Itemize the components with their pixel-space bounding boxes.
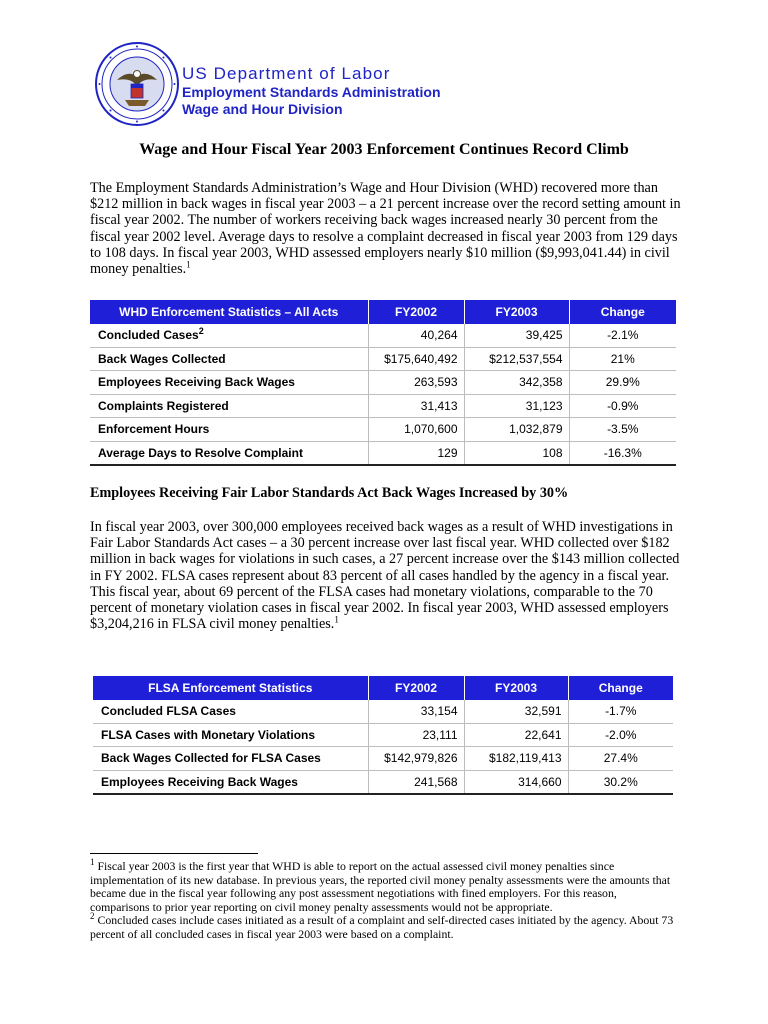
row-label [90, 371, 368, 395]
fy2002-value-text: $142,979,826 [384, 751, 458, 766]
letterhead [95, 42, 695, 132]
fy2003-value-text: 108 [542, 445, 563, 460]
fy2003-value [464, 747, 568, 771]
fy2002-value-text: 263,593 [414, 375, 458, 390]
column-header: Change [569, 300, 676, 324]
flsa-text: In fiscal year 2003, over 300,000 employees received back wages as a result of WHD investigations in Fair Labor Standards Act cases – a 30 percent increase over last fiscal year. WHD collected over $182 million in back wages for violations in such cases, a 27 percent increase over the $143 million collected in FY 2002. FLSA cases represent about 83 percent of all cases handled by the agency in a fiscal year. This fiscal year, about 69 percent of the FLSA cases had monetary violations, comparable to the 70 percent of monetary violation cases in fiscal year 2002. In fiscal year 2003, WHD assessed employers $3,204,216 in FLSA civil money penalties. [90, 519, 680, 633]
fy2002-value-text: 241,568 [414, 774, 458, 789]
fy2003-value [464, 770, 568, 794]
fy2002-value [368, 441, 464, 465]
fy2003-value-text: 39,425 [525, 328, 563, 343]
column-header: FY2002 [368, 300, 464, 324]
row-label-text: Back Wages Collected for FLSA Cases [101, 751, 321, 766]
row-label [93, 700, 368, 723]
intro-text: The Employment Standards Administration’s Wage and Hour Division (WHD) recovered more than $212 million in back wages in fiscal year 2003 – a 21 percent increase over the record setting amount in fiscal year 2002. The number of workers receiving back wages increased nearly 30 percent from the fiscal year 2002 level. Average days to resolve a complaint decreased in fiscal year 2003 from 129 days to 108 days. In fiscal year 2003, WHD assessed employers nearly $10 million ($9,993,041.44) in civil money penalties. [90, 180, 681, 278]
row-label-text: Employees Receiving Back Wages [101, 774, 298, 789]
row-label [90, 347, 368, 371]
footnotes [90, 857, 678, 942]
table-row [90, 394, 676, 418]
row-label-text: Employees Receiving Back Wages [98, 375, 295, 390]
change-value-text: -2.0% [605, 727, 637, 742]
fy2002-value [368, 747, 464, 771]
row-label [90, 324, 368, 347]
fy2002-value-text: $175,640,492 [384, 351, 458, 366]
fy2003-value [464, 418, 569, 442]
table-row [93, 723, 673, 747]
column-header: FLSA Enforcement Statistics [93, 676, 368, 700]
footnote-mark: 2 [90, 911, 95, 922]
footnote-text: Concluded cases include cases initiated as a result of a complaint and self-directed cases initiated by the agency. About 73 percent of all concluded cases in fiscal year 2003 were based on a complaint. [90, 913, 674, 941]
fy2003-value-text: 31,123 [525, 398, 563, 413]
table-row [90, 441, 676, 465]
fy2002-value [368, 418, 464, 442]
row-label-text: Average Days to Resolve Complaint [98, 445, 303, 460]
fy2002-value-text: 40,264 [420, 328, 458, 343]
fy2002-value [368, 770, 464, 794]
row-label [93, 723, 368, 747]
flsa-stats-table [93, 676, 673, 795]
footnote-ref[interactable]: 1 [334, 614, 339, 625]
change-value [568, 747, 673, 771]
change-value-text: 27.4% [603, 751, 638, 766]
section-heading: Employees Receiving Fair Labor Standards Act Back Wages Increased by 30% [90, 485, 569, 501]
change-value-text: -16.3% [603, 445, 642, 460]
row-label-text: Concluded Cases [98, 328, 199, 343]
row-label-text: FLSA Cases with Monetary Violations [101, 727, 316, 742]
row-label-text: Enforcement Hours [98, 422, 210, 437]
page-title: Wage and Hour Fiscal Year 2003 Enforcement Continues Record Climb [139, 141, 629, 158]
change-value [569, 324, 676, 347]
department-seal-icon [95, 42, 179, 126]
fy2003-value-text: $212,537,554 [489, 351, 563, 366]
fy2003-value [464, 700, 568, 723]
change-value [569, 418, 676, 442]
table-row [90, 347, 676, 371]
fy2002-value-text: 129 [437, 445, 458, 460]
footnote-2 [90, 911, 678, 941]
intro-paragraph [90, 180, 682, 277]
change-value-text: 29.9% [605, 375, 640, 390]
fy2002-value [368, 394, 464, 418]
footnote-1 [90, 857, 678, 914]
table-row [93, 747, 673, 771]
fy2003-value-text: $182,119,413 [488, 751, 562, 766]
footnote-divider [90, 853, 258, 854]
column-header: Change [568, 676, 673, 700]
change-value [569, 394, 676, 418]
footnote-ref[interactable]: 2 [198, 326, 204, 337]
row-label [90, 418, 368, 442]
fy2003-value [464, 347, 569, 371]
row-label [90, 394, 368, 418]
fy2003-value-text: 314,660 [518, 774, 562, 789]
flsa-paragraph [90, 519, 682, 632]
row-label [93, 770, 368, 794]
fy2003-value [464, 723, 568, 747]
table-row [90, 324, 676, 347]
change-value-text: -0.9% [607, 398, 639, 413]
fy2002-value [368, 371, 464, 395]
column-header: FY2003 [464, 676, 568, 700]
column-header: FY2002 [368, 676, 464, 700]
whd-stats-table [90, 300, 676, 466]
row-label-text: Complaints Registered [98, 398, 229, 413]
row-label-text: Back Wages Collected [98, 351, 226, 366]
change-value [568, 700, 673, 723]
row-label [93, 747, 368, 771]
footnote-mark: 1 [90, 857, 95, 868]
fy2002-value-text: 23,111 [422, 727, 458, 742]
fy2002-value-text: 31,413 [420, 398, 458, 413]
fy2003-value [464, 441, 569, 465]
column-header: FY2003 [464, 300, 569, 324]
table-row [93, 700, 673, 723]
row-label-text: Concluded FLSA Cases [101, 704, 236, 719]
table-header-row [93, 676, 673, 700]
table-row [90, 371, 676, 395]
change-value [569, 371, 676, 395]
change-value [569, 347, 676, 371]
change-value-text: -2.1% [607, 328, 639, 343]
table-header-row [90, 300, 676, 324]
fy2002-value-text: 33,154 [420, 704, 458, 719]
change-value-text: 21% [610, 351, 635, 366]
fy2003-value-text: 32,591 [524, 704, 562, 719]
fy2002-value [368, 700, 464, 723]
fy2003-value [464, 371, 569, 395]
department-name: US Department of Labor [182, 64, 391, 83]
fy2002-value [368, 324, 464, 347]
change-value-text: 30.2% [603, 774, 638, 789]
fy2003-value-text: 22,641 [524, 727, 562, 742]
table-row [93, 770, 673, 794]
row-label [90, 441, 368, 465]
change-value [568, 723, 673, 747]
table-row [90, 418, 676, 442]
change-value-text: -1.7% [605, 704, 637, 719]
administration-name: Employment Standards Administration [182, 84, 441, 100]
division-name: Wage and Hour Division [182, 101, 343, 117]
fy2002-value [368, 723, 464, 747]
footnote-text: Fiscal year 2003 is the first year that WHD is able to report on the actual assessed civil money penalties since implementation of its new database. In previous years, the reported civil money penalty assessments were the amounts that became due in the fiscal year following any post assessment negotiations with fined employers. For this reason, comparisons to prior year reporting on civil money penalty assessments would not be appropriate. [90, 859, 671, 914]
fy2003-value-text: 342,358 [519, 375, 563, 390]
fy2002-value-text: 1,070,600 [404, 422, 458, 437]
change-value [569, 441, 676, 465]
column-header: WHD Enforcement Statistics – All Acts [90, 300, 368, 324]
footnote-ref[interactable]: 1 [186, 259, 191, 270]
change-value [568, 770, 673, 794]
fy2003-value [464, 324, 569, 347]
change-value-text: -3.5% [607, 422, 639, 437]
fy2003-value-text: 1,032,879 [509, 422, 563, 437]
fy2002-value [368, 347, 464, 371]
fy2003-value [464, 394, 569, 418]
